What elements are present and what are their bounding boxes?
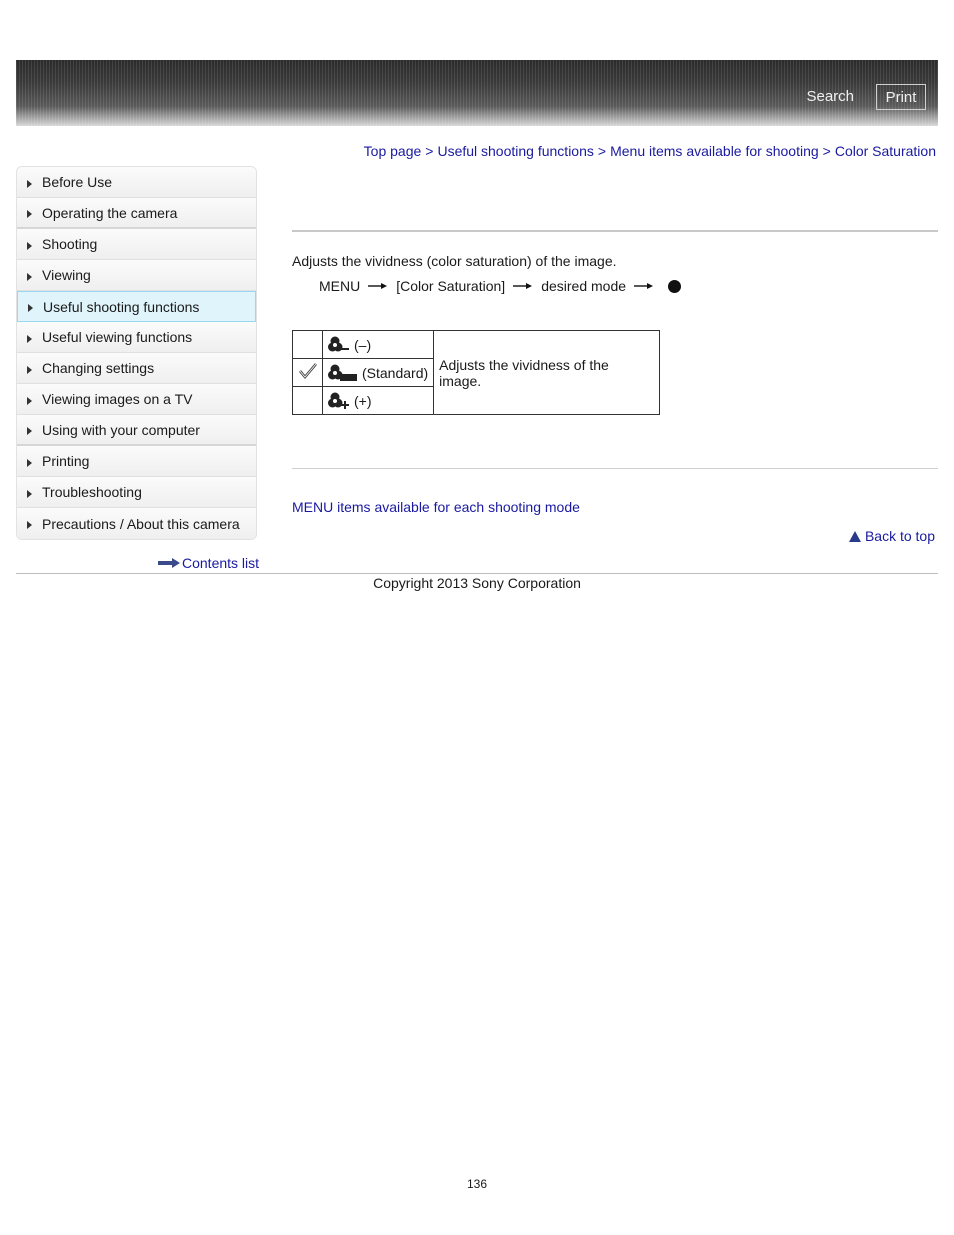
default-mark-cell (293, 359, 323, 387)
menu-path-step: MENU (319, 278, 361, 294)
breadcrumb-menu-items[interactable]: Menu items available for shooting (610, 143, 819, 159)
table-row (293, 331, 660, 359)
default-mark-cell (293, 331, 323, 359)
search-button[interactable]: Search (806, 88, 854, 105)
chevron-right-icon (27, 273, 32, 281)
chevron-right-icon (27, 459, 32, 467)
sidebar-nav (16, 166, 257, 540)
sidebar-item-label: Precautions / About this camera (42, 515, 240, 532)
back-to-top-label: Back to top (864, 528, 935, 544)
sidebar-item-label: Changing settings (42, 360, 155, 376)
option-mode-cell (323, 359, 434, 387)
option-label: (+) (354, 392, 372, 409)
sidebar-item-label: Viewing (42, 267, 91, 283)
footer-divider (16, 573, 938, 574)
page-number: 136 (466, 1177, 488, 1191)
option-mode-cell (323, 387, 434, 415)
triangle-up-icon (849, 531, 861, 542)
chevron-right-icon (27, 521, 32, 529)
control-button-icon (668, 280, 681, 293)
copyright-text: Copyright 2013 Sony Corporation (373, 575, 581, 591)
sidebar-item-label: Troubleshooting (42, 484, 142, 500)
chevron-right-icon (27, 335, 32, 343)
chevron-right-icon (27, 366, 32, 374)
option-label: (Standard) (362, 364, 429, 381)
saturation-plus-icon (328, 392, 350, 410)
options-table (292, 330, 660, 415)
breadcrumb-separator: > (597, 143, 607, 159)
check-icon (298, 362, 318, 380)
options-description: Adjusts the vividness of the image. (434, 331, 660, 415)
breadcrumb-useful-shooting[interactable]: Useful shooting functions (437, 143, 594, 159)
sidebar-item-changing-settings[interactable] (17, 353, 256, 384)
sidebar-item-label: Viewing images on a TV (42, 391, 193, 407)
related-link[interactable]: MENU items available for each shooting mode (292, 499, 580, 515)
arrow-right-icon (158, 558, 180, 568)
sidebar-item-viewing[interactable] (17, 260, 256, 291)
chevron-right-icon (27, 242, 32, 250)
chevron-right-icon (27, 210, 32, 218)
breadcrumb-current[interactable]: Color Saturation (834, 143, 936, 159)
menu-path-step: [Color Saturation] (396, 278, 506, 294)
sidebar-item-label: Operating the camera (42, 204, 178, 221)
sidebar-item-useful-viewing[interactable] (17, 322, 256, 353)
chevron-right-icon (28, 304, 33, 312)
sidebar-item-label: Shooting (42, 236, 98, 252)
chevron-right-icon (27, 427, 32, 435)
saturation-standard-icon (328, 364, 358, 382)
breadcrumb-top-page[interactable]: Top page (363, 143, 422, 159)
arrow-right-icon (634, 282, 654, 290)
contents-list-link[interactable] (158, 555, 259, 571)
menu-path-step: desired mode (541, 278, 627, 294)
sidebar-item-label: Useful viewing functions (42, 329, 193, 345)
sidebar-item-label: Printing (42, 453, 90, 469)
sidebar-item-printing[interactable] (17, 446, 256, 477)
sidebar-item-troubleshooting[interactable] (17, 477, 256, 508)
sidebar-item-label: Before Use (42, 174, 113, 190)
sidebar-item-before-use[interactable] (17, 167, 256, 198)
saturation-minus-icon (328, 336, 350, 354)
default-mark-cell (293, 387, 323, 415)
arrow-right-icon (368, 282, 388, 290)
sidebar-item-shooting[interactable] (17, 229, 256, 260)
option-mode-cell (323, 331, 434, 359)
sidebar-item-useful-shooting[interactable] (17, 291, 256, 322)
print-button[interactable]: Print (876, 84, 926, 110)
sidebar-item-label: Useful shooting functions (43, 298, 200, 315)
sidebar-item-precautions[interactable] (17, 508, 256, 539)
header-bar (16, 60, 938, 126)
chevron-right-icon (27, 490, 32, 498)
option-label: (–) (354, 336, 372, 353)
sidebar-item-viewing-tv[interactable] (17, 384, 256, 415)
menu-path (319, 278, 681, 294)
arrow-right-icon (513, 282, 533, 290)
breadcrumb-separator: > (425, 143, 434, 159)
page-description: Adjusts the vividness (color saturation) of the image. (292, 253, 617, 269)
sidebar-item-label: Using with your computer (42, 421, 200, 438)
chevron-right-icon (27, 180, 32, 188)
sidebar-item-operating-camera[interactable] (17, 198, 256, 229)
breadcrumb-separator: > (822, 143, 831, 159)
chevron-right-icon (27, 397, 32, 405)
back-to-top-link[interactable] (849, 528, 935, 544)
section-divider (292, 468, 938, 469)
contents-list-label: Contents list (182, 555, 260, 571)
title-divider (292, 230, 938, 232)
sidebar-item-computer[interactable] (17, 415, 256, 446)
breadcrumb (364, 143, 936, 159)
